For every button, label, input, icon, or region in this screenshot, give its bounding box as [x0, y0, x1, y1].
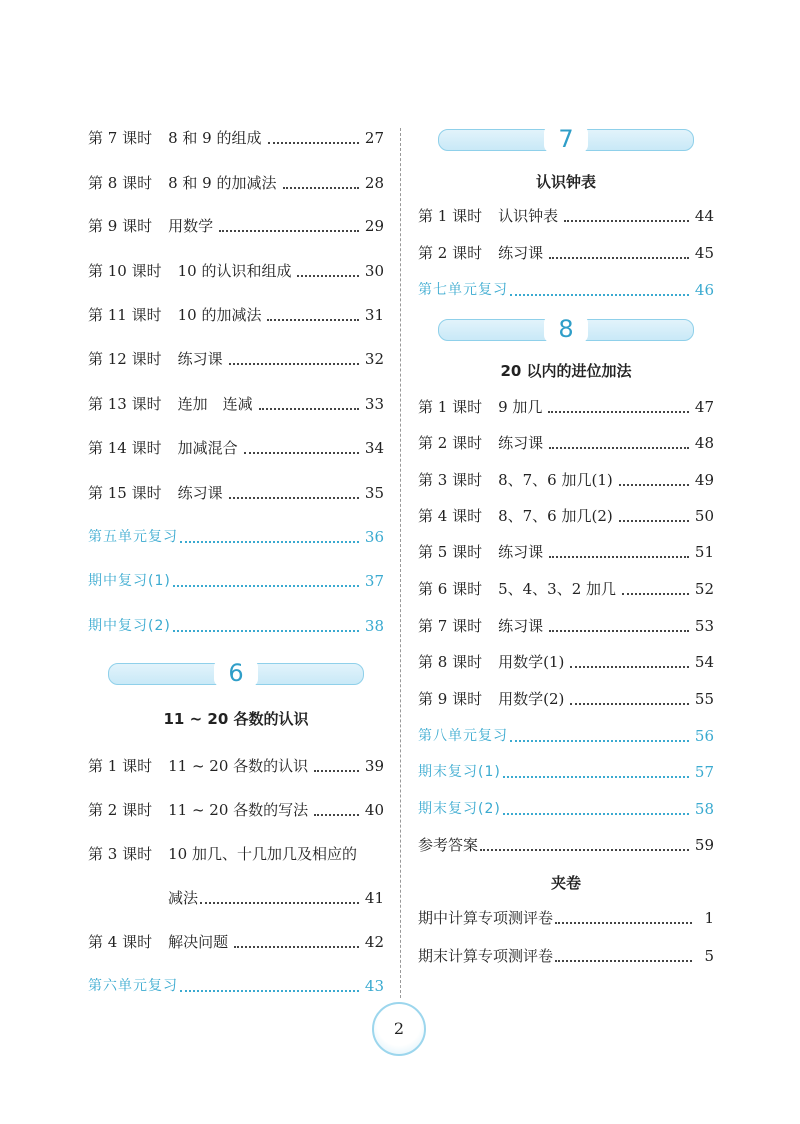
- lesson-label: 第 4 课时: [418, 507, 483, 525]
- toc-entry[interactable]: [88, 930, 384, 954]
- toc-entry[interactable]: [418, 431, 714, 455]
- leader-dots: [548, 411, 689, 413]
- unit-number: 7: [544, 125, 588, 153]
- page-ref: 46: [694, 281, 714, 299]
- lesson-title: 用数学(2): [498, 690, 565, 708]
- toc-entry[interactable]: [418, 650, 714, 674]
- unit-6-title: 11 ~ 20 各数的认识: [163, 710, 309, 728]
- toc-entry[interactable]: [418, 468, 714, 492]
- page-ref: 38: [364, 617, 384, 635]
- page-ref: 49: [694, 471, 714, 489]
- lesson-title: 连加 连减: [177, 395, 253, 413]
- review-title: 期末复习(2): [418, 801, 501, 817]
- lesson-label: 第 3 课时: [88, 845, 153, 863]
- leader-dots: [622, 593, 689, 595]
- leader-dots: [297, 275, 358, 277]
- lesson-title: 8、7、6 加几(1): [498, 471, 613, 489]
- toc-review-entry[interactable]: [418, 724, 714, 748]
- toc-insert-entry[interactable]: [418, 906, 714, 930]
- leader-dots: [549, 257, 689, 259]
- toc-entry[interactable]: [88, 392, 384, 416]
- lesson-label: 第 8 课时: [418, 653, 483, 671]
- toc-review-entry[interactable]: [88, 569, 384, 593]
- answers-title: 参考答案: [418, 836, 479, 854]
- page-ref: 48: [694, 434, 714, 452]
- unit-8-banner: [438, 316, 694, 342]
- leader-dots: [234, 946, 359, 948]
- page-ref: 5: [704, 947, 714, 965]
- toc-entry[interactable]: [88, 303, 384, 327]
- toc-entry[interactable]: [88, 481, 384, 505]
- lesson-label: 第 7 课时: [418, 617, 483, 635]
- lesson-label: 第 2 课时: [88, 801, 153, 819]
- toc-entry[interactable]: [418, 614, 714, 638]
- lesson-label: 第 9 课时: [418, 690, 483, 708]
- leader-dots: [173, 585, 359, 587]
- leader-dots: [180, 541, 359, 543]
- lesson-title: 加减混合: [177, 439, 238, 457]
- page-ref: 59: [694, 836, 714, 854]
- page-ref: 29: [364, 217, 384, 235]
- insert-title: 期末计算专项测评卷: [418, 947, 554, 965]
- lesson-title: 练习课: [498, 543, 544, 561]
- page-ref: 56: [694, 727, 714, 745]
- toc-review-entry[interactable]: [88, 525, 384, 549]
- lesson-title: 认识钟表: [498, 207, 559, 225]
- toc-answers-entry[interactable]: [418, 833, 714, 857]
- lesson-label: 第 6 课时: [418, 580, 483, 598]
- page-ref: 43: [364, 977, 384, 995]
- lesson-title-cont: 减法: [168, 889, 199, 907]
- page-ref: 28: [364, 174, 384, 192]
- leader-dots: [314, 814, 359, 816]
- toc-review-entry[interactable]: [418, 760, 714, 784]
- page-ref: 47: [694, 398, 714, 416]
- leader-dots: [219, 230, 359, 232]
- unit-number: 8: [544, 315, 588, 343]
- lesson-title: 用数学: [168, 217, 214, 235]
- toc-review-entry[interactable]: [88, 974, 384, 998]
- leader-dots: [564, 220, 689, 222]
- toc-entry[interactable]: [418, 504, 714, 528]
- page-ref: 54: [694, 653, 714, 671]
- leader-dots: [259, 408, 359, 410]
- page-ref: 57: [694, 763, 714, 781]
- page-ref: 36: [364, 528, 384, 546]
- toc-review-entry[interactable]: [88, 614, 384, 638]
- toc-entry[interactable]: [418, 540, 714, 564]
- leader-dots: [570, 666, 689, 668]
- leader-dots: [244, 452, 359, 454]
- lesson-title: 10 的加减法: [177, 306, 262, 324]
- column-divider: [400, 128, 401, 998]
- lesson-label: 第 8 课时: [88, 174, 153, 192]
- leader-dots: [549, 556, 689, 558]
- page-ref: 52: [694, 580, 714, 598]
- leader-dots: [180, 990, 359, 992]
- unit-7-title: 认识钟表: [535, 173, 596, 191]
- page-ref: 45: [694, 244, 714, 262]
- toc-entry[interactable]: [88, 126, 384, 150]
- unit-number: 6: [214, 659, 258, 687]
- page-ref: 44: [694, 207, 714, 225]
- toc-entry[interactable]: [88, 842, 384, 866]
- page-ref: 58: [694, 800, 714, 818]
- page-ref: 27: [364, 129, 384, 147]
- lesson-label: 第 5 课时: [418, 543, 483, 561]
- leader-dots: [549, 630, 689, 632]
- lesson-title: 8、7、6 加几(2): [498, 507, 613, 525]
- toc-review-entry[interactable]: [418, 278, 714, 302]
- leader-dots: [549, 447, 689, 449]
- lesson-title: 解决问题: [168, 933, 229, 951]
- lesson-title: 8 和 9 的组成: [168, 129, 262, 147]
- toc-entry[interactable]: [88, 798, 384, 822]
- review-title: 期中复习(2): [88, 618, 171, 634]
- leader-dots: [200, 902, 359, 904]
- lesson-label: 第 1 课时: [418, 398, 483, 416]
- leader-dots: [555, 922, 692, 924]
- leader-dots: [619, 520, 689, 522]
- toc-entry[interactable]: [88, 259, 384, 283]
- page-ref: 34: [364, 439, 384, 457]
- lesson-title: 10 的认识和组成: [177, 262, 292, 280]
- review-title: 第六单元复习: [88, 978, 178, 994]
- review-title: 第八单元复习: [418, 728, 508, 744]
- page-number-badge: 2: [372, 1002, 426, 1056]
- leader-dots: [173, 630, 359, 632]
- leader-dots: [570, 703, 689, 705]
- unit-7-banner: [438, 126, 694, 152]
- insert-title: 期中计算专项测评卷: [418, 909, 554, 927]
- leader-dots: [229, 497, 359, 499]
- lesson-label: 第 2 课时: [418, 244, 483, 262]
- lesson-title: 练习课: [498, 434, 544, 452]
- leader-dots: [480, 849, 689, 851]
- leader-dots: [229, 363, 359, 365]
- page-ref: 35: [364, 484, 384, 502]
- lesson-label: 第 4 课时: [88, 933, 153, 951]
- insert-section-title: 夹卷: [550, 874, 581, 892]
- toc-entry[interactable]: [88, 171, 384, 195]
- toc-review-entry[interactable]: [418, 797, 714, 821]
- leader-dots: [510, 294, 689, 296]
- leader-dots: [555, 960, 692, 962]
- lesson-title: 练习课: [177, 350, 223, 368]
- lesson-title: 练习课: [498, 617, 544, 635]
- toc-entry[interactable]: [88, 214, 384, 238]
- toc-insert-entry[interactable]: [418, 944, 714, 968]
- page-ref: 55: [694, 690, 714, 708]
- page-ref: 1: [704, 909, 714, 927]
- lesson-title: 5、4、3、2 加几: [498, 580, 617, 598]
- lesson-label: 第 10 课时: [88, 262, 162, 280]
- lesson-label: 第 11 课时: [88, 306, 162, 324]
- leader-dots: [510, 740, 689, 742]
- page-ref: 40: [364, 801, 384, 819]
- lesson-label: 第 12 课时: [88, 350, 162, 368]
- lesson-label: 第 13 课时: [88, 395, 162, 413]
- lesson-label: 第 1 课时: [418, 207, 483, 225]
- leader-dots: [619, 484, 689, 486]
- lesson-title: 9 加几: [498, 398, 543, 416]
- toc-entry[interactable]: [418, 241, 714, 265]
- lesson-label: 第 2 课时: [418, 434, 483, 452]
- page-ref: 39: [364, 757, 384, 775]
- page-ref: 32: [364, 350, 384, 368]
- leader-dots: [267, 319, 358, 321]
- page-ref: 33: [364, 395, 384, 413]
- review-title: 期中复习(1): [88, 573, 171, 589]
- page-ref: 37: [364, 572, 384, 590]
- lesson-title: 练习课: [177, 484, 223, 502]
- toc-entry[interactable]: [418, 577, 714, 601]
- lesson-label: 第 3 课时: [418, 471, 483, 489]
- leader-dots: [503, 813, 689, 815]
- lesson-title: 8 和 9 的加减法: [168, 174, 277, 192]
- toc-entry[interactable]: [88, 436, 384, 460]
- unit-8-title: 20 以内的进位加法: [500, 362, 632, 380]
- lesson-label: 第 15 课时: [88, 484, 162, 502]
- page-ref: 30: [364, 262, 384, 280]
- toc-entry[interactable]: [418, 204, 714, 228]
- leader-dots: [503, 776, 689, 778]
- page-ref: 51: [694, 543, 714, 561]
- lesson-label: 第 7 课时: [88, 129, 153, 147]
- lesson-title: 11 ~ 20 各数的认识: [168, 757, 309, 775]
- lesson-title: 练习课: [498, 244, 544, 262]
- lesson-title: 11 ~ 20 各数的写法: [168, 801, 309, 819]
- page-ref: 50: [694, 507, 714, 525]
- lesson-label: 第 14 课时: [88, 439, 162, 457]
- leader-dots: [283, 187, 359, 189]
- lesson-label: 第 1 课时: [88, 757, 153, 775]
- unit-6-banner: [108, 660, 364, 686]
- review-title: 第七单元复习: [418, 282, 508, 298]
- toc-entry[interactable]: [88, 754, 384, 778]
- review-title: 期末复习(1): [418, 764, 501, 780]
- lesson-title: 10 加几、十几加几及相应的: [168, 845, 357, 863]
- toc-entry[interactable]: [418, 687, 714, 711]
- toc-entry-continuation[interactable]: [168, 886, 384, 910]
- review-title: 第五单元复习: [88, 529, 178, 545]
- toc-entry[interactable]: [418, 395, 714, 419]
- leader-dots: [268, 142, 359, 144]
- toc-entry[interactable]: [88, 347, 384, 371]
- lesson-title: 用数学(1): [498, 653, 565, 671]
- page-ref: 42: [364, 933, 384, 951]
- page-ref: 41: [364, 889, 384, 907]
- lesson-label: 第 9 课时: [88, 217, 153, 235]
- leader-dots: [314, 770, 359, 772]
- page-ref: 31: [364, 306, 384, 324]
- page-ref: 53: [694, 617, 714, 635]
